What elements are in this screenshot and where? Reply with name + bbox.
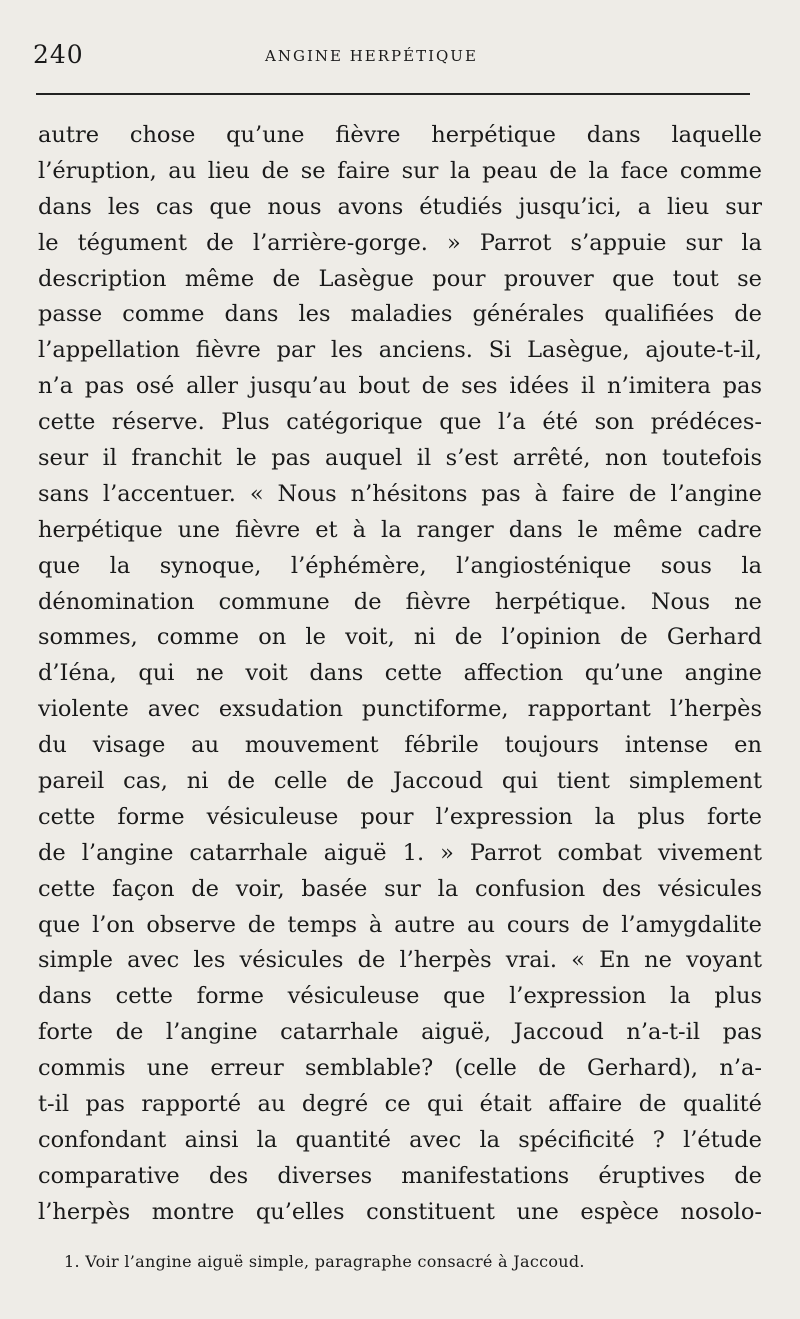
text-line: sommes, comme on le voit, ni de l’opinion de Gerhard xyxy=(38,624,762,651)
text-line: t-il pas rapporté au degré ce qui était affaire de qualité xyxy=(38,1091,762,1118)
text-line: l’herpès montre qu’elles constituent une espèce nosolo- xyxy=(38,1198,762,1225)
page-header xyxy=(33,38,755,72)
running-title: ANGINE HERPÉTIQUE xyxy=(265,47,478,65)
text-line: que l’on observe de temps à autre au cours de l’amygdalite xyxy=(38,911,762,938)
text-line: dans les cas que nous avons étudiés jusqu’ici, a lieu sur xyxy=(38,193,762,220)
page-number: 240 xyxy=(33,40,84,69)
text-line: confondant ainsi la quantité avec la spécificité ? l’étude xyxy=(38,1126,762,1153)
footnote: 1. Voir l’angine aiguë simple, paragraphe consacré à Jaccoud. xyxy=(64,1252,585,1271)
text-line: simple avec les vésicules de l’herpès vrai. « En ne voyant xyxy=(38,947,762,974)
text-line: que la synoque, l’éphémère, l’angiosténique sous la xyxy=(38,552,762,579)
text-line: de l’angine catarrhale aiguë 1. » Parrot combat vivement xyxy=(38,839,762,866)
header-rule xyxy=(36,93,750,95)
text-line: pareil cas, ni de celle de Jaccoud qui tient simplement xyxy=(38,768,762,795)
text-line: cette forme vésiculeuse pour l’expression la plus forte xyxy=(38,803,762,830)
text-line: cette réserve. Plus catégorique que l’a été son prédéces- xyxy=(38,409,762,436)
text-line: sans l’accentuer. « Nous n’hésitons pas à faire de l’angine xyxy=(38,480,762,507)
text-line: forte de l’angine catarrhale aiguë, Jaccoud n’a-t-il pas xyxy=(38,1019,762,1046)
text-line: autre chose qu’une fièvre herpétique dans laquelle xyxy=(38,122,762,148)
body-text xyxy=(38,118,762,1231)
text-line: n’a pas osé aller jusqu’au bout de ses idées il n’imitera pas xyxy=(38,373,762,400)
text-line: violente avec exsudation punctiforme, rapportant l’herpès xyxy=(38,696,762,723)
text-line: commis une erreur semblable? (celle de Gerhard), n’a- xyxy=(38,1055,762,1082)
text-line: l’appellation fièvre par les anciens. Si Lasègue, ajoute-t-il, xyxy=(38,337,762,364)
text-line: description même de Lasègue pour prouver que tout se xyxy=(38,265,762,292)
text-line: dans cette forme vésiculeuse que l’expression la plus xyxy=(38,983,762,1010)
text-line: dénomination commune de fièvre herpétique. Nous ne xyxy=(38,588,762,615)
text-line: le tégument de l’arrière-gorge. » Parrot s’appuie sur la xyxy=(38,229,762,256)
text-line: l’éruption, au lieu de se faire sur la peau de la face comme xyxy=(38,157,762,184)
text-line: herpétique une fièvre et à la ranger dans le même cadre xyxy=(38,516,762,543)
text-line: comparative des diverses manifestations éruptives de xyxy=(38,1162,762,1189)
text-line: cette façon de voir, basée sur la confusion des vésicules xyxy=(38,875,762,902)
text-line: d’Iéna, qui ne voit dans cette affection qu’une angine xyxy=(38,660,762,687)
text-line: du visage au mouvement fébrile toujours intense en xyxy=(38,732,762,759)
text-line: passe comme dans les maladies générales qualifiées de xyxy=(38,301,762,328)
text-line: seur il franchit le pas auquel il s’est arrêté, non toutefois xyxy=(38,445,762,472)
